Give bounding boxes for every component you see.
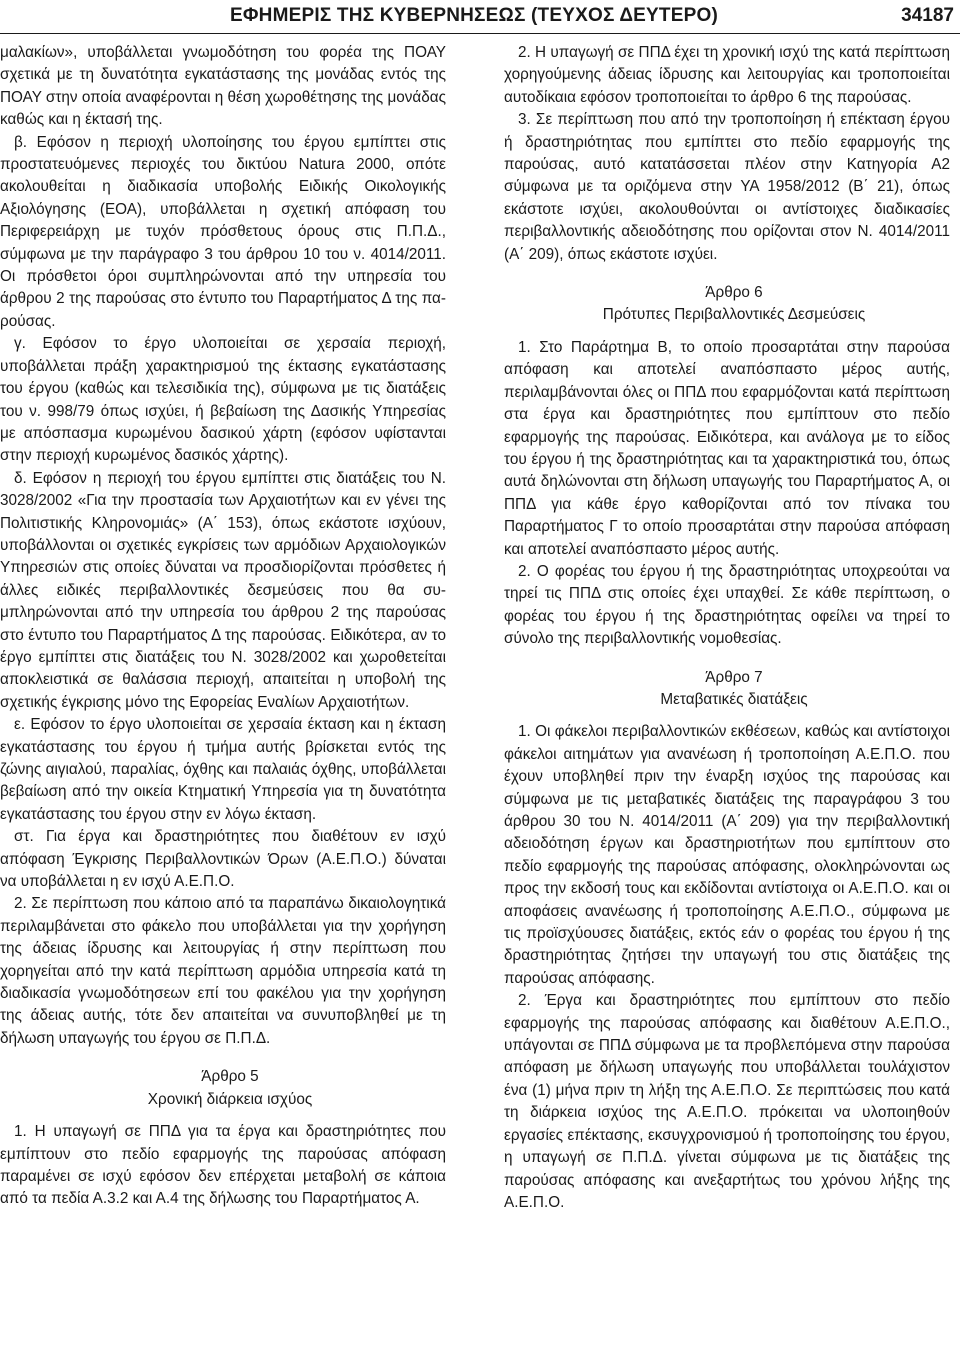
header-rule — [0, 33, 960, 34]
article-7-paragraph-1: 1. Οι φάκελοι περιβαλλοντικών εκθέσεων, καθώς και αντίστοιχοι φάκελοι αιτημάτων για ανανέωση ή τροποποίηση Α.Ε.Π.Ο. που έχουν υποβληθεί πριν την έναρξη ισχύος της παρούσας και σύμφωνα με τις μεταβατικές διατάξεις της παραγράφου 3 του άρθρου 30 του Ν. 4014/2011 (Α΄ 209) για την περιβαλλοντική αδειοδότηση έργων και δραστηριοτήτων που εμπίπτουν στο πεδίο εφαρμογής της παρούσας απόφασης, ολοκληρώνονται ως προς την εκδοσή τους και εκδίδονται αντίστοιχα οι Α.Ε.Π.Ο. και οι αποφάσεις ανανέωσης ή τροποποίησης Α.Ε.Π.Ο., σύμφωνα με τις προϊσχύουσες διατάξεις, εκτός εάν ο φορέας του έργου ή της δραστηριότητας ζητήσει την υπαγωγή του στις διατάξεις της παρούσας απόφασης. — [504, 723, 950, 987]
paragraph-2: 2. Σε περίπτωση που κάποιο από τα παραπάνω δικαιολογητικά περιλαμβάνεται στο φάκελο που υποβάλλεται για την χορήγηση της άδειας ίδρυσης και λειτουργίας ή στην περίπτωση που χορηγείται από την κατά περίπτωση αρμόδια υπηρεσία κατά τη διαδικασία γνωμοδότησεων επί του φακέλου για την χορήγηση της άδειας αυτής, τότε δεν απαιτείται να συνυποβληθεί με τη δήλωση υπαγωγής του έργου σε Π.Π.Δ. — [0, 895, 446, 1047]
article-7-title: Μεταβατικές διατάξεις — [660, 690, 808, 708]
article-7-paragraph-2: 2. Έργα και δραστηριότητες που εμπίπτουν στο πεδίο εφαρμογής της παρούσας απόφασης και διαθέτουν Α.Ε.Π.Ο., υπάγονται σε ΠΠΔ σύμφωνα με τα προβλεπόμενα στην παρούσα απόφαση με δήλωση υπαγωγής που υποβάλλεται τουλάχιστον ένα (1) μήνα πριν τη λήξη της Α.Ε.Π.Ο. Σε περιπτώσεις που κατά τη διάρκεια ισχύος της Α.Ε.Π.Ο. πρόκειται να υλοποιηθούν εργασίες επέκτασης, εκσυγχρονισμού ή τροποποίησης του έργου, η υπαγωγή σε Π.Π.Δ. γίνεται σύμφωνα με τις διατάξεις της παρούσας απόφασης και ανεξαρτήτως του χρόνου λήξης της Α.Ε.Π.Ο. — [504, 992, 950, 1211]
article-5-paragraph-1: 1. Η υπαγωγή σε ΠΠΔ για τα έργα και δραστηριότητες που εμπίπτουν στο πεδίο εφαρμογής της παρούσας απόφαση παραμένει σε ισχύ εφόσον δεν επέρχεται μεταβολή σε κάποια από τα πεδία Α.3.2 και Α.4 της δήλωσης του Παραρτήματος Α. — [0, 1123, 446, 1208]
paragraph-continuation: μαλακίων», υποβάλλεται γνωμοδότηση του φορέα της ΠΟΑΥ σχετικά με τη δυνατότητα εγκατάστασης της μονάδας εντός της ΠΟΑΥ στην οποία αναφέρονται η θέση χωροθέτησης της μονάδας καθώς και η έκτασή της. — [0, 44, 446, 129]
paragraph-e: ε. Εφόσον το έργο υλοποιείται σε χερσαία έκταση και η έκταση εγκατάστασης του έργου ή τμήμα αυτής βρίσκεται εντός της ζώνης αιγιαλού, παραλίας, όχθης και παλαιάς όχθης, υποβάλλεται βεβαίωση από την οικεία Κτηματική Υπηρεσία για τη δυνατότητα εγκατάστασης του έργου στην εν λόγω έκταση. — [0, 716, 446, 823]
article-5-number: Άρθρο 5 — [201, 1068, 259, 1086]
paragraph-c: γ. Εφόσον το έργο υλοποιείται σε χερσαία περιοχή, υποβάλλεται πράξη χαρακτηρισμού της έκτασης εγκατάστασης του έργου (καθώς και τελεσιδικία της), σύμφωνα με τις διατάξεις του ν. 998/79 όπως ισχύει, ή βεβαίωση της Δασικής Υπηρεσίας με απόσπασμα κυρωμένου δασικού χάρτη (εφόσον υφίστανται στην περιοχή κυρωμένος δασικός χάρτης). — [0, 335, 446, 465]
article-6-paragraph-1: 1. Στο Παράρτημα Β, το οποίο προσαρτάται στην παρούσα απόφαση και αποτελεί αναπόσπαστο μέρος αυτής, περιλαμβάνονται όλες οι ΠΠΔ που εφαρμόζονται κατά περίπτωση στα έργα και δραστηριότητες που εμπίπτουν στο πεδίο εφαρμογής της παρούσας. Ειδικότερα, και ανάλογα με το είδος του έργου ή της δραστηριότητας και τα χαρακτηριστικά του, όπως αυτά δηλώνονται στη δήλωση υπαγωγής του Παραρτήματος Α, οι ΠΠΔ για κάθε έργο καθορίζονται από τον πίνακα του Παραρτήματος Γ το οποίο προσαρτάται στην παρούσα απόφαση και αποτελεί αναπόσπαστο μέρος αυτής. — [504, 338, 950, 558]
paragraph-d: δ. Εφόσον η περιοχή του έργου εμπίπτει στις διατάξεις του Ν. 3028/2002 «Για την προστασία των Αρχαιοτήτων και εν γένει της Πολιτιστικής Κληρονομιάς» (Α΄ 153), όπως εκάστοτε ισχύουν, υποβάλλονται οι σχετικές εγκρίσεις των αρμόδιων Αρχαιολογικών Υπηρεσιών στις οποίες δύναται να προσδιορίζονται πρόσθετες ή άλλες ειδικές περιβαλλοντικές δεσμεύσεις που θα συμπληρώνονται από την υπηρεσία του άρθρου 2 της παρούσας στο έντυπο του Παραρτήματος Δ της παρούσας. Ειδικότερα, αν το έργο εμπίπτει στις διατάξεις του Ν. 3028/2002 και χωροθετείται αποκλειστικά σε θαλάσσια περιοχή, απαιτείται η υποβολή της σχετικής έγκρισης μόνο της Εφορείας Εναλίων Αρχαιοτήτων. — [0, 469, 446, 711]
article-5-title: Χρονική διάρκεια ισχύος — [147, 1090, 313, 1108]
article-5-paragraph-2: 2. Η υπαγωγή σε ΠΠΔ έχει τη χρονική ισχύ της κατά περίπτωση χορηγούμενης άδειας ίδρυσης και λειτουργίας και τροποποιείται αυτοδίκαια εφόσον τροποποιείται το άρθρο 6 της παρούσας. — [504, 44, 950, 106]
article-5-paragraph-3: 3. Σε περίπτωση που από την τροποποίηση ή επέκταση έργου ή δραστηριότητας που εμπίπτει στο πεδίο εφαρμογής της παρούσας, αυτό κατατάσσεται πλέον στην Κατηγορία Α2 σύμφωνα με τα οριζόμενα στην ΥΑ 1958/2012 (Β΄ 21), όπως εκάστοτε ισχύει, ακολουθούνται οι αντίστοιχες διαδικασίες περιβαλλοντικής αδειοδότησης που ορίζονται στον Ν. 4014/2011 (Α΄ 209), όπως εκάστοτε ισχύει. — [504, 111, 950, 263]
paragraph-f: στ. Για έργα και δραστηριότητες που διαθέτουν εν ισχύ απόφαση Έγκρισης Περιβαλλοντικών Όρων (Α.Ε.Π.Ο.) δύναται να υποβάλλεται η εν ισχύ Α.Ε.Π.Ο. — [0, 828, 446, 891]
article-6-number: Άρθρο 6 — [705, 284, 763, 302]
article-6-paragraph-2: 2. Ο φορέας του έργου ή της δραστηριότητας υποχρεούται να τηρεί τις ΠΠΔ στις οποίες έχει υπαχθεί. Σε κάθε περίπτωση, ο φορέας του έργου ή της δραστηριότητας οφείλει να τηρεί το σύνολο της περιβαλλοντικής νομοθεσίας. — [504, 562, 950, 648]
page-header — [0, 0, 960, 34]
paragraph-b: β. Εφόσον η περιοχή υλοποίησης του έργου εμπίπτει στις προστατευόμενες περιοχές του δικτύου Natura 2000, οπότε ακολουθείται η διαδικασία υποβολής Ειδικής Οικολογικής Αξιολόγησης (ΕΟΑ), υποβάλλεται η σχετική απόφαση του Περιφερειάρχη με τυχόν πρόσθετους όρους στις Π.Π.Δ., σύμφωνα με την παράγραφο 3 του άρθρου 10 του ν. 4014/2011. Οι πρόσθετοι όροι συμπληρώνονται από την υπηρεσία του άρθρου 2 της παρούσας στο έντυπο του Παραρτήματος Δ της παρούσας. — [0, 133, 446, 330]
article-6-title: Πρότυπες Περιβαλλοντικές Δεσμεύσεις — [602, 306, 866, 324]
article-7-number: Άρθρο 7 — [705, 668, 763, 686]
left-column — [0, 42, 446, 1211]
page-number: 34187 — [901, 5, 954, 26]
right-column — [504, 42, 950, 1214]
gazette-title: ΕΦΗΜΕΡΙΣ ΤΗΣ ΚΥΒΕΡΝΗΣΕΩΣ (ΤΕΥΧΟΣ ΔΕΥΤΕΡΟ) — [230, 5, 718, 26]
